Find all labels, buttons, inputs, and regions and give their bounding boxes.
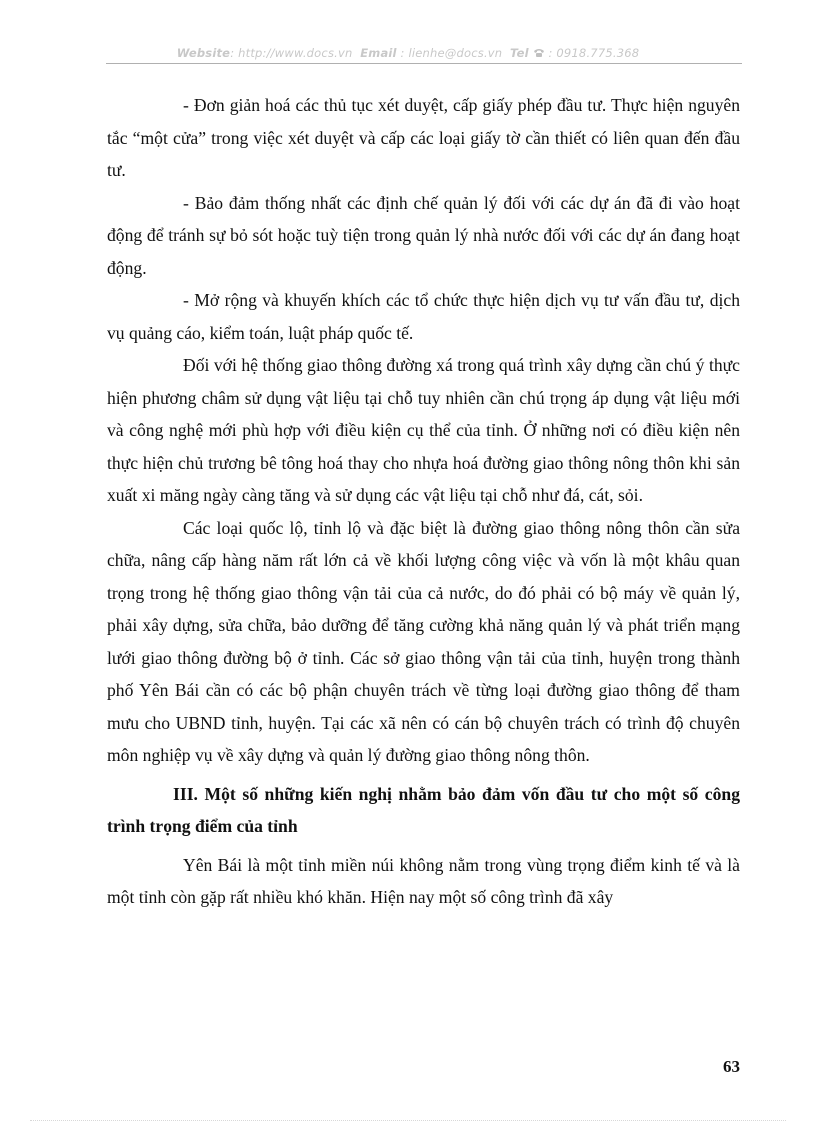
footer-divider bbox=[30, 1120, 786, 1121]
paragraph: - Đơn giản hoá các thủ tục xét duyệt, cấp giấy phép đầu tư. Thực hiện nguyên tắc “một cửa” trong việc xét duyệt và cấp các loại giấy tờ cần thiết có liên quan đến đầu tư. bbox=[107, 95, 740, 180]
header-email-label: Email bbox=[360, 46, 397, 60]
page-number: 63 bbox=[723, 1057, 740, 1076]
section-heading: III. Một số những kiến nghị nhằm bảo đảm vốn đầu tư cho một số công trình trọng điểm của tỉnh bbox=[107, 783, 740, 836]
page-header bbox=[100, 46, 716, 60]
paragraph: - Mở rộng và khuyến khích các tổ chức thực hiện dịch vụ tư vấn đầu tư, dịch vụ quảng cáo, kiểm toán, luật pháp quốc tế. bbox=[107, 290, 740, 343]
header-website-value: : http://www.docs.vn bbox=[230, 46, 353, 60]
header-email-value: : lienhe@docs.vn bbox=[400, 46, 503, 60]
body-text bbox=[107, 89, 740, 914]
paragraph: Yên Bái là một tỉnh miền núi không nằm trong vùng trọng điểm kinh tế và là một tỉnh còn gặp rất nhiều khó khăn. Hiện nay một số công trình đã xây bbox=[107, 854, 740, 907]
paragraph: Đối với hệ thống giao thông đường xá trong quá trình xây dựng cần chú ý thực hiện phương châm sử dụng vật liệu tại chỗ tuy nhiên cần chú trọng áp dụng vật liệu mới và công nghệ mới phù hợp với điều kiện cụ thể của tỉnh. Ở những nơi có điều kiện nên thực hiện chủ trương bê tông hoá thay cho nhựa hoá đường giao thông nông thôn khi sản xuất xi măng ngày càng tăng và sử dụng các vật liệu tại chỗ như đá, cát, sỏi. bbox=[107, 355, 740, 505]
header-website-label: Website bbox=[176, 46, 231, 60]
paragraph: - Bảo đảm thống nhất các định chế quản lý đối với các dự án đã đi vào hoạt động để tránh sự bỏ sót hoặc tuỳ tiện trong quản lý nhà nước đối với các dự án đang hoạt động. bbox=[107, 192, 740, 278]
paragraph: Các loại quốc lộ, tỉnh lộ và đặc biệt là đường giao thông nông thôn cần sửa chữa, nâng cấp hàng năm rất lớn cả về khối lượng công việc và vốn là một khâu quan trọng trong hệ thống giao thông vận tải của cả nước, do đó phải có bộ máy về quản lý, phải xây dựng, sửa chữa, bảo dưỡng để tăng cường khả năng quản lý và phát triển mạng lưới giao thông đường bộ ở tỉnh. Các sở giao thông vận tải của tỉnh, huyện trong thành phố Yên Bái cần có các bộ phận chuyên trách về từng loại đường giao thông để tham mưu cho UBND tỉnh, huyện. Tại các xã nên có cán bộ chuyên trách có trình độ chuyên môn nghiệp vụ về xây dựng và quản lý đường giao thông nông thôn. bbox=[107, 517, 740, 765]
header-divider bbox=[106, 63, 742, 64]
header-tel-value: : 0918.775.368 bbox=[548, 46, 640, 60]
header-tel-label: Tel bbox=[510, 46, 529, 60]
telephone-icon bbox=[533, 46, 549, 60]
